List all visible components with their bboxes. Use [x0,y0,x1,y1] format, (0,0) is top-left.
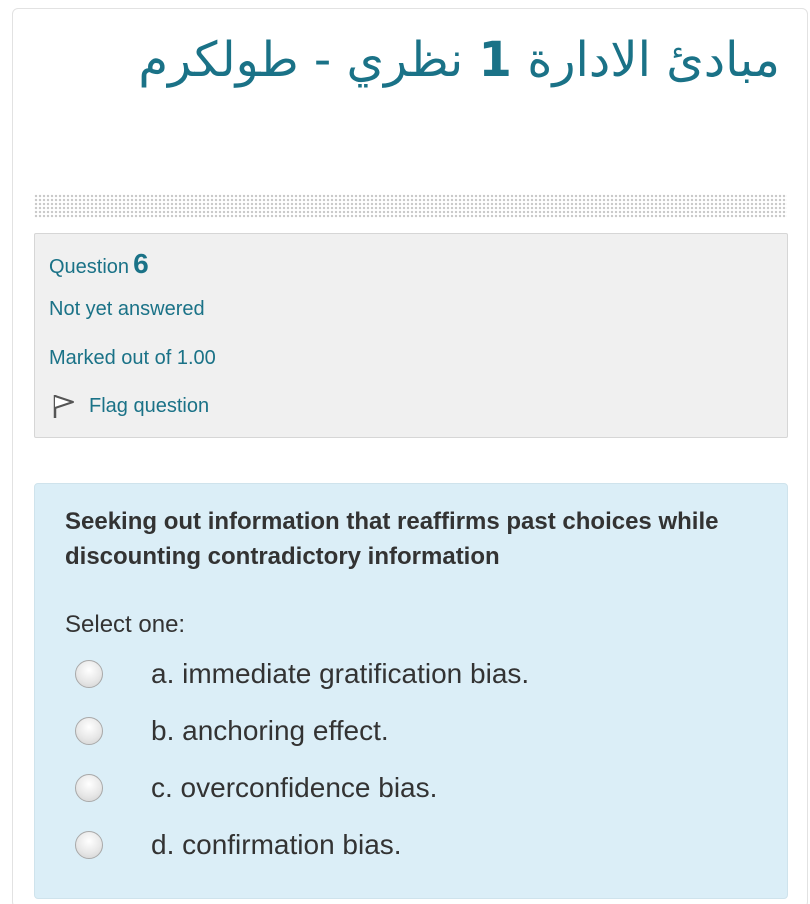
flag-icon [49,391,79,421]
radio-button-a[interactable] [75,660,103,688]
radio-button-b[interactable] [75,717,103,745]
select-one-prompt: Select one: [65,611,186,638]
answer-option-label[interactable]: b. anchoring effect. [151,715,389,746]
question-number-label [49,248,149,280]
title-number: 1 [478,32,512,88]
radio-button-d[interactable] [75,831,103,859]
answer-option-a[interactable] [75,654,715,694]
answer-option-c[interactable] [75,768,715,808]
question-status: Not yet answered [49,298,205,320]
radio-button-c[interactable] [75,774,103,802]
answer-option-label[interactable]: d. confirmation bias. [151,829,402,860]
answer-option-label[interactable]: a. immediate gratification bias. [151,658,530,689]
title-part-2: نظري - طولكرم [138,32,464,88]
dotted-divider [34,194,787,218]
answer-option-b[interactable] [75,711,715,751]
question-marks: Marked out of 1.00 [49,347,216,369]
question-text: Seeking out information that reaffirms past choices while discounting contradictory information [65,508,719,570]
page-title [30,18,780,102]
question-number: 6 [133,248,149,279]
flag-question-label: Flag question [89,394,210,417]
title-part-1: مبادئ الادارة [527,32,780,88]
answer-option-d[interactable] [75,825,715,865]
question-info-panel [34,233,788,438]
question-label-text: Question [49,256,130,278]
flag-question-button[interactable] [49,391,209,421]
question-content-box [34,483,788,899]
answer-option-label[interactable]: c. overconfidence bias. [151,772,438,803]
